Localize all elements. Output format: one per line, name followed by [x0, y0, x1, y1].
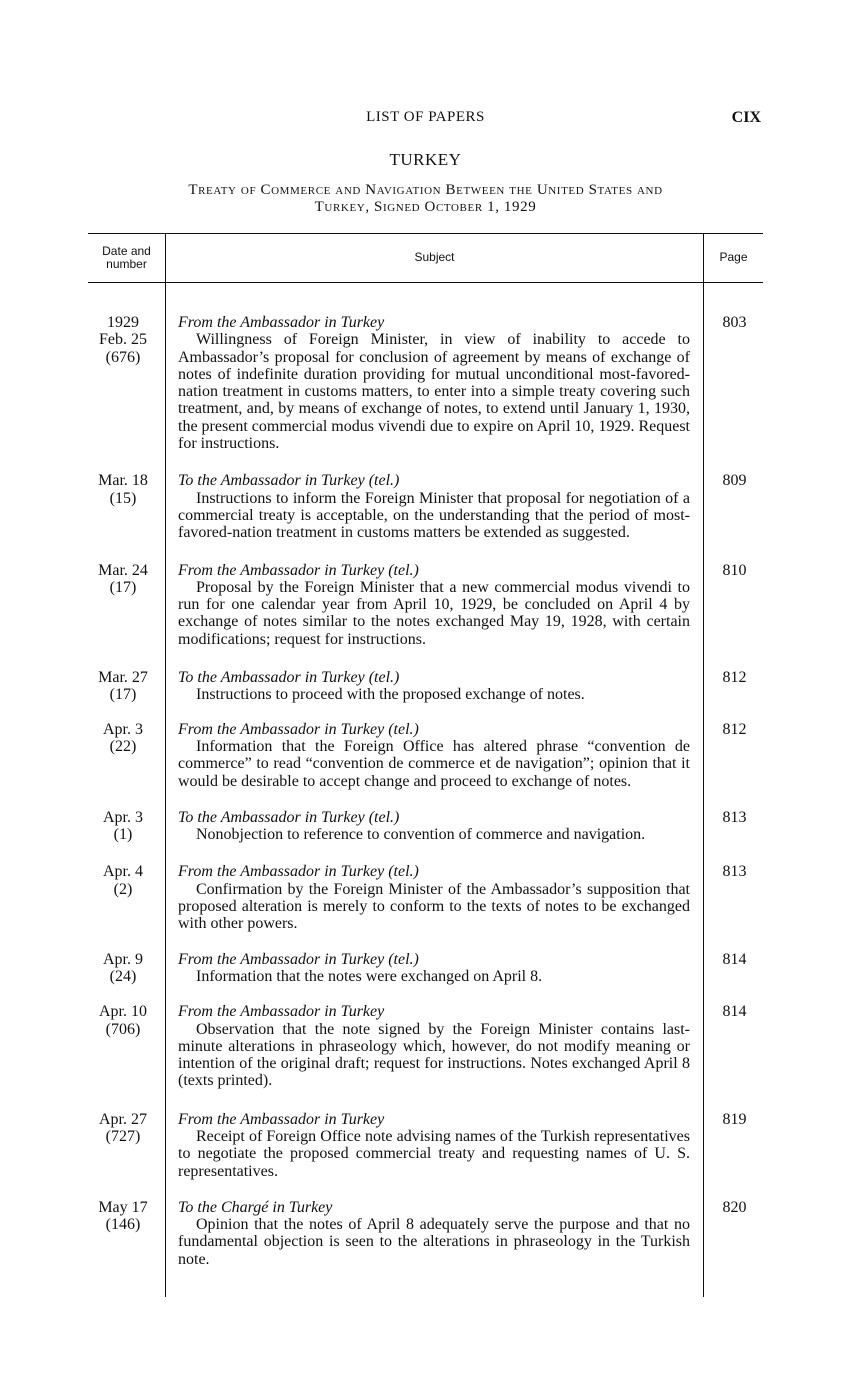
table-row [88, 1199, 763, 1268]
entry-subject [178, 1111, 690, 1180]
entry-subject [178, 951, 690, 986]
entry-text: Proposal by the Foreign Minister that a new commercial modus vivendi to run for one calendar year from April 10, 1929, be concluded on April 4 by exchange of notes similar to the notes exchanged May 19, 1928, with certain modifications; request for instructions. [178, 578, 690, 648]
entry-title: From the Ambassador in Turkey [178, 314, 385, 331]
table-row [88, 562, 763, 648]
entry-text: Instructions to inform the Foreign Minister that proposal for negotiation of a commercial treaty is acceptable, on the understanding that the period of most-favored-nation treatment in customs matters be extended as suggested. [178, 489, 690, 542]
entry-date-line: Apr. 3 [103, 720, 143, 738]
entry-title: To the Ambassador in Turkey (tel.) [178, 472, 400, 490]
entry-title: From the Ambassador in Turkey [178, 1003, 385, 1021]
entry-page: 813 [722, 863, 747, 881]
entry-date-line: Feb. 25 [99, 331, 147, 349]
running-title: LIST OF PAPERS [366, 109, 485, 125]
entry-page: 813 [722, 808, 747, 826]
table-row [88, 863, 763, 932]
entry-date [88, 721, 158, 756]
entry-subject [178, 472, 690, 541]
entry-date-line: Apr. 4 [103, 863, 143, 881]
entry-text: Information that the notes were exchanged on April 8. [196, 967, 543, 985]
entry-page: 819 [722, 1110, 747, 1128]
entry-text: Instructions to proceed with the proposed exchange of notes. [196, 686, 585, 704]
entry-subject [178, 721, 690, 790]
table-row [88, 669, 763, 704]
entry-date-line: Apr. 10 [99, 1003, 147, 1021]
entry-title: To the Ambassador in Turkey (tel.) [178, 669, 400, 687]
entry-subject [178, 1199, 690, 1268]
entry-date [88, 1111, 158, 1146]
entry-date-line: (706) [105, 1020, 141, 1038]
entry-date-line: Apr. 9 [103, 950, 143, 968]
entry-date-line: 1929 [107, 314, 139, 331]
table-row [88, 1003, 763, 1089]
entry-text: Receipt of Foreign Office note advising names of the Turkish representatives to negotiate the proposed commercial treaty and requesting names of U. S. representatives. [178, 1127, 690, 1180]
page-numeral: CIX [731, 109, 761, 126]
entry-subject [178, 314, 690, 452]
entry-text: Information that the Foreign Office has altered phrase “convention de commerce” to read “convention de commerce et de navigation”; opinion that it would be desirable to accept change and proceed to exchange of notes. [178, 737, 690, 790]
entry-date [88, 951, 158, 986]
entry-date-line: (146) [105, 1216, 141, 1234]
entries-list [88, 296, 763, 1268]
entry-text: Opinion that the notes of April 8 adequately serve the purpose and that no fundamental objection is seen to the alterations in phraseology in the Turkish note. [178, 1216, 690, 1268]
entry-page: 809 [722, 472, 747, 490]
country-heading: TURKEY [389, 150, 462, 169]
entry-date-line: (676) [105, 348, 141, 366]
entry-date-line: (727) [105, 1127, 141, 1145]
entry-subject [178, 669, 690, 704]
entry-date-line: (1) [113, 826, 133, 844]
entry-page: 803 [722, 314, 747, 331]
entry-subject [178, 863, 690, 932]
entry-date-line: May 17 [98, 1198, 148, 1216]
entry-title: From the Ambassador in Turkey (tel.) [178, 950, 419, 968]
entry-title: From the Ambassador in Turkey (tel.) [178, 720, 419, 738]
entry-date-line: Mar. 24 [98, 561, 148, 579]
table-row [88, 809, 763, 844]
entry-date-line: Apr. 27 [99, 1110, 147, 1128]
entry-text: Willingness of Foreign Minister, in view of inability to accede to Ambassador’s proposal for conclusion of agreement by means of exchange of notes of indefinite duration providing for mutual unconditional most-favored-nation treatment in customs matters, to enter into a simple treaty covering such treatment, and, by means of exchange of notes, to extend until January 1, 1930, the present commercial modus vivendi due to expire on April 10, 1929. Request for instructions. [178, 331, 690, 453]
entry-page: 814 [722, 950, 747, 968]
section-title-line-1: Treaty of Commerce and Navigation Between the United States and [188, 182, 663, 198]
entry-title: To the Ambassador in Turkey (tel.) [178, 808, 400, 826]
entry-page: 820 [722, 1198, 747, 1216]
column-header-date-line-2: number [106, 256, 147, 271]
table-row [88, 951, 763, 986]
section-title [88, 182, 763, 216]
entry-date-line: (17) [109, 578, 137, 596]
entry-date-line: Mar. 27 [98, 669, 148, 687]
entry-date [88, 472, 158, 507]
entry-date-line: (17) [109, 686, 137, 704]
entry-text: Observation that the note signed by the Foreign Minister contains last-minute alterations in phraseology which, however, do not modify meaning or intention of the original draft; request for instructions. Notes exchanged April 8 (texts printed). [178, 1020, 690, 1090]
entry-page: 812 [722, 720, 747, 738]
running-head [88, 109, 763, 131]
entry-page: 810 [722, 561, 747, 579]
entry-subject [178, 1003, 690, 1089]
column-header-date-line-1: Date and [102, 243, 151, 258]
entry-date-line: Mar. 18 [98, 472, 148, 490]
entry-date [88, 1199, 158, 1234]
entry-date-line: (2) [113, 880, 133, 898]
table-header-rule [88, 282, 763, 283]
entry-text: Confirmation by the Foreign Minister of the Ambassador’s supposition that proposed alteration is merely to conform to the texts of notes to be exchanged with other powers. [178, 880, 690, 933]
entry-date [88, 669, 158, 704]
entry-title: From the Ambassador in Turkey (tel.) [178, 863, 419, 881]
entry-title: From the Ambassador in Turkey [178, 1110, 385, 1128]
entry-date [88, 562, 158, 597]
entry-date-line: (22) [109, 737, 137, 755]
table-row [88, 721, 763, 790]
entry-date-line: Apr. 3 [103, 808, 143, 826]
entry-subject [178, 809, 690, 844]
entry-subject [178, 562, 690, 648]
column-header-subject: Subject [414, 250, 455, 264]
entry-date [88, 314, 158, 366]
entry-page: 812 [722, 669, 747, 687]
table-row [88, 314, 763, 452]
entry-title: To the Chargé in Turkey [178, 1198, 333, 1216]
column-header-page: Page [719, 250, 748, 264]
section-title-line-2: Turkey, Signed October 1, 1929 [314, 199, 537, 215]
entry-date-line: (24) [109, 967, 137, 985]
table-row [88, 1111, 763, 1180]
entry-title: From the Ambassador in Turkey (tel.) [178, 561, 419, 579]
entry-text: Nonobjection to reference to convention of commerce and navigation. [196, 826, 646, 844]
entry-date [88, 809, 158, 844]
column-header-date [88, 233, 165, 282]
table-row [88, 472, 763, 541]
entry-date-line: (15) [109, 489, 137, 507]
entry-date [88, 863, 158, 898]
entry-page: 814 [722, 1003, 747, 1021]
entry-date [88, 1003, 158, 1038]
